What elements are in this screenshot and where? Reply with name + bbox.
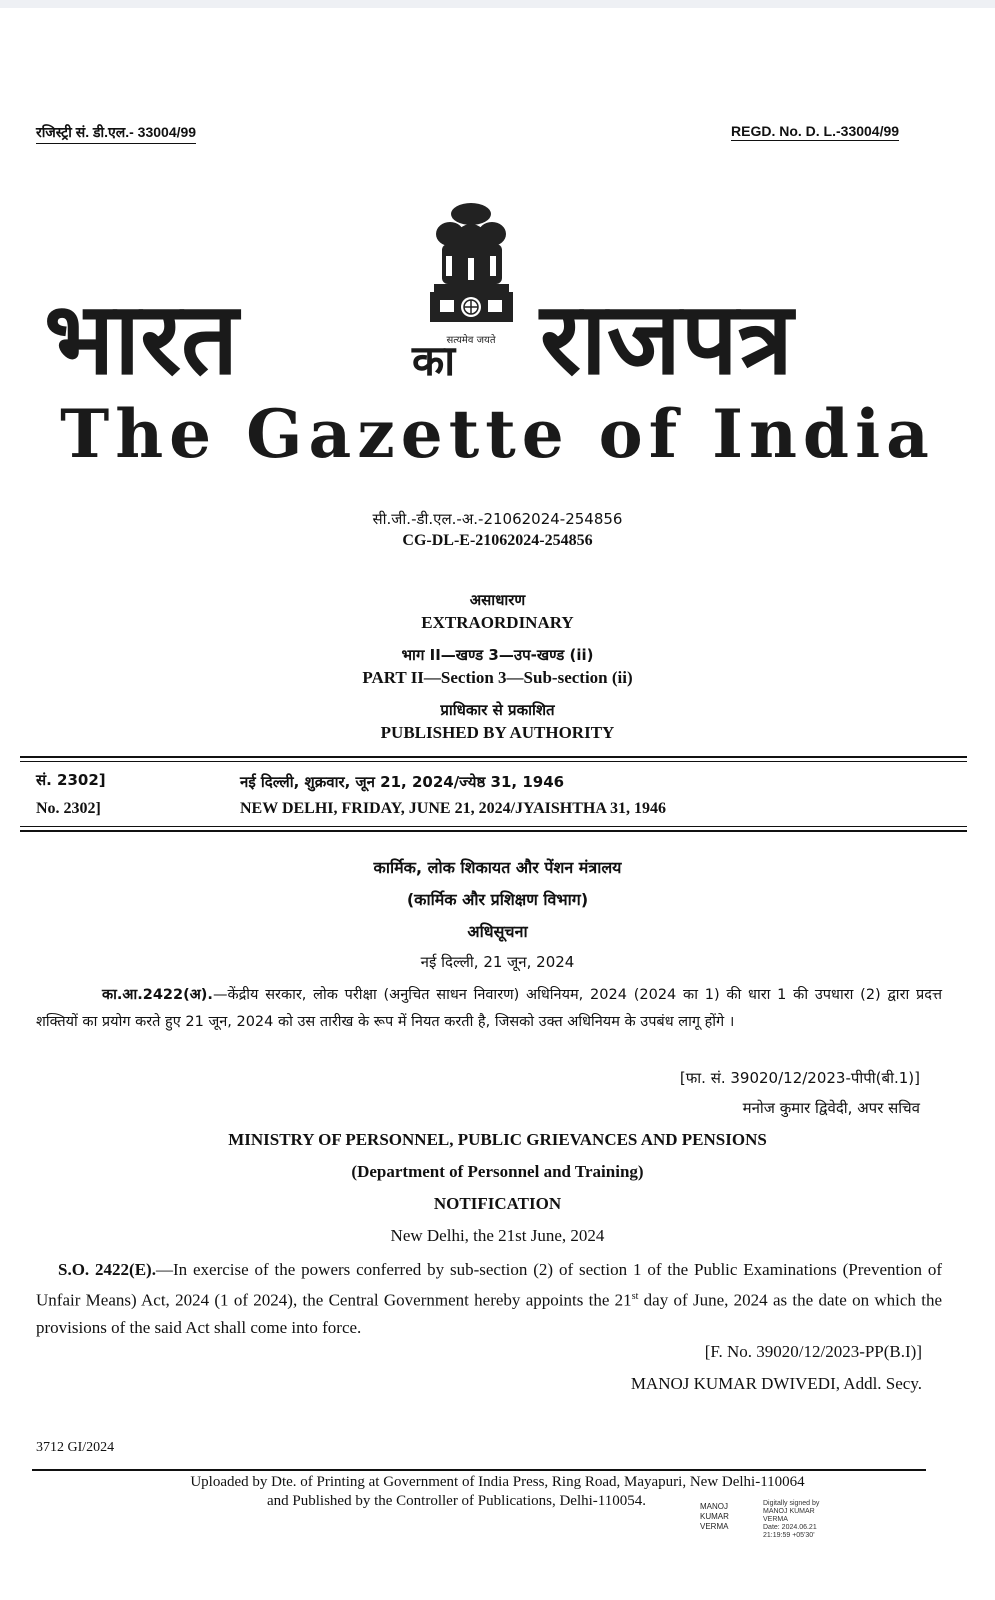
department-english: (Department of Personnel and Training) bbox=[351, 1162, 644, 1181]
masthead-hindi-bharat: भारत bbox=[44, 280, 239, 397]
place-date-hindi: नई दिल्ली, 21 जून, 2024 bbox=[420, 953, 575, 971]
ministry-english: MINISTRY OF PERSONNEL, PUBLIC GRIEVANCES AND PENSIONS bbox=[228, 1130, 767, 1149]
notification-body-hindi bbox=[36, 982, 942, 1036]
masthead-hindi-rajpatra: राजपत्र bbox=[540, 280, 793, 397]
authority-hindi: प्राधिकार से प्रकाशित bbox=[440, 701, 555, 719]
signatory-english: MANOJ KUMAR DWIVEDI, Addl. Secy. bbox=[630, 1374, 922, 1393]
signatory-hindi: मनोज कुमार द्विवेदी, अपर सचिव bbox=[742, 1099, 920, 1117]
masthead-english-title: The Gazette of India bbox=[60, 395, 935, 473]
body-text-english-1: —In exercise of the powers conferred by sub-section (2) of section 1 of the Public Examinations (Prevention of Unfair Means) Act, 2024 (1 of 2024), the Central Government hereby appoints the 21 bbox=[36, 1260, 942, 1310]
so-number-hindi: का.आ.2422(अ). bbox=[102, 987, 213, 1003]
body-text-english-2: day of June, 2024 as the date on which the provisions of the said Act shall come into force. bbox=[36, 1290, 942, 1337]
body-text-hindi: —केंद्रीय सरकार, लोक परीक्षा (अनुचित साधन निवारण) अधिनियम, 2024 (2024 का 1) की धारा 1 की उपधारा (2) द्वारा प्रदत्त शक्तियों का प्रयोग करते हुए 21 जून, 2024 को उस तारीख के रूप में नियत करती है, जिसको उक्त अधिनियम के उपबंध लागू होंगे । bbox=[36, 987, 942, 1030]
issue-number-hindi: सं. 2302] bbox=[36, 771, 106, 789]
sig-detail-1: Digitally signed by bbox=[763, 1500, 820, 1507]
notification-body-english bbox=[36, 1256, 942, 1341]
masthead-hindi-ka: का bbox=[412, 336, 456, 385]
so-number-english: S.O. 2422(E). bbox=[58, 1260, 156, 1279]
digital-signature-details bbox=[763, 1500, 833, 1540]
national-emblem-icon bbox=[424, 200, 519, 350]
extraordinary-english: EXTRAORDINARY bbox=[421, 613, 574, 632]
place-date-english: New Delhi, the 21st June, 2024 bbox=[390, 1226, 605, 1245]
sig-detail-2: MANOJ KUMAR VERMA bbox=[763, 1508, 815, 1523]
file-number-english: [F. No. 39020/12/2023-PP(B.I)] bbox=[704, 1342, 922, 1361]
regd-number-hindi: रजिस्ट्री सं. डी.एल.- 33004/99 bbox=[36, 123, 196, 144]
digital-signature-name: MANOJ KUMAR VERMA bbox=[700, 1502, 729, 1531]
top-band bbox=[0, 0, 995, 8]
sig-detail-4: 21:19:59 +05'30' bbox=[763, 1532, 815, 1539]
issue-date-english: NEW DELHI, FRIDAY, JUNE 21, 2024/JYAISHTHA 31, 1946 bbox=[240, 800, 667, 817]
footer-line-2: and Published by the Controller of Publications, Delhi-110054. bbox=[267, 1493, 646, 1509]
gazette-id-hindi: सी.जी.-डी.एल.-अ.-21062024-254856 bbox=[372, 510, 623, 528]
issue-number-english: No. 2302] bbox=[36, 800, 101, 817]
divider-bottom-2 bbox=[20, 830, 967, 832]
file-number-hindi: [फा. सं. 39020/12/2023-पीपी(बी.1)] bbox=[679, 1069, 920, 1087]
authority-english: PUBLISHED BY AUTHORITY bbox=[380, 723, 615, 742]
divider-top-2 bbox=[20, 761, 967, 762]
regd-number-english: REGD. No. D. L.-33004/99 bbox=[731, 123, 900, 139]
gazette-id-english: CG-DL-E-21062024-254856 bbox=[402, 532, 593, 549]
footer-divider bbox=[32, 1469, 926, 1471]
print-code: 3712 GI/2024 bbox=[36, 1440, 115, 1455]
ordinal-suffix: st bbox=[631, 1291, 639, 1302]
ministry-hindi: कार्मिक, लोक शिकायत और पेंशन मंत्रालय bbox=[373, 858, 622, 877]
issue-date-hindi: नई दिल्ली, शुक्रवार, जून 21, 2024/ज्येष्ठ 31, 1946 bbox=[240, 773, 565, 791]
sig-detail-3: Date: 2024.06.21 bbox=[763, 1524, 817, 1531]
part-english: PART II—Section 3—Sub-section (ii) bbox=[362, 668, 633, 687]
divider-bottom-1 bbox=[20, 826, 967, 827]
notification-heading-hindi: अधिसूचना bbox=[467, 922, 528, 941]
footer-line-1: Uploaded by Dte. of Printing at Government of India Press, Ring Road, Mayapuri, New Delhi-110064 bbox=[190, 1474, 805, 1490]
department-hindi: (कार्मिक और प्रशिक्षण विभाग) bbox=[406, 890, 589, 909]
notification-heading-english: NOTIFICATION bbox=[433, 1194, 562, 1213]
emblem-motto: सत्यमेव जयते bbox=[446, 335, 496, 346]
extraordinary-hindi: असाधारण bbox=[469, 591, 526, 609]
divider-top-1 bbox=[20, 756, 967, 758]
part-hindi: भाग II—खण्ड 3—उप-खण्ड (ii) bbox=[401, 646, 594, 664]
